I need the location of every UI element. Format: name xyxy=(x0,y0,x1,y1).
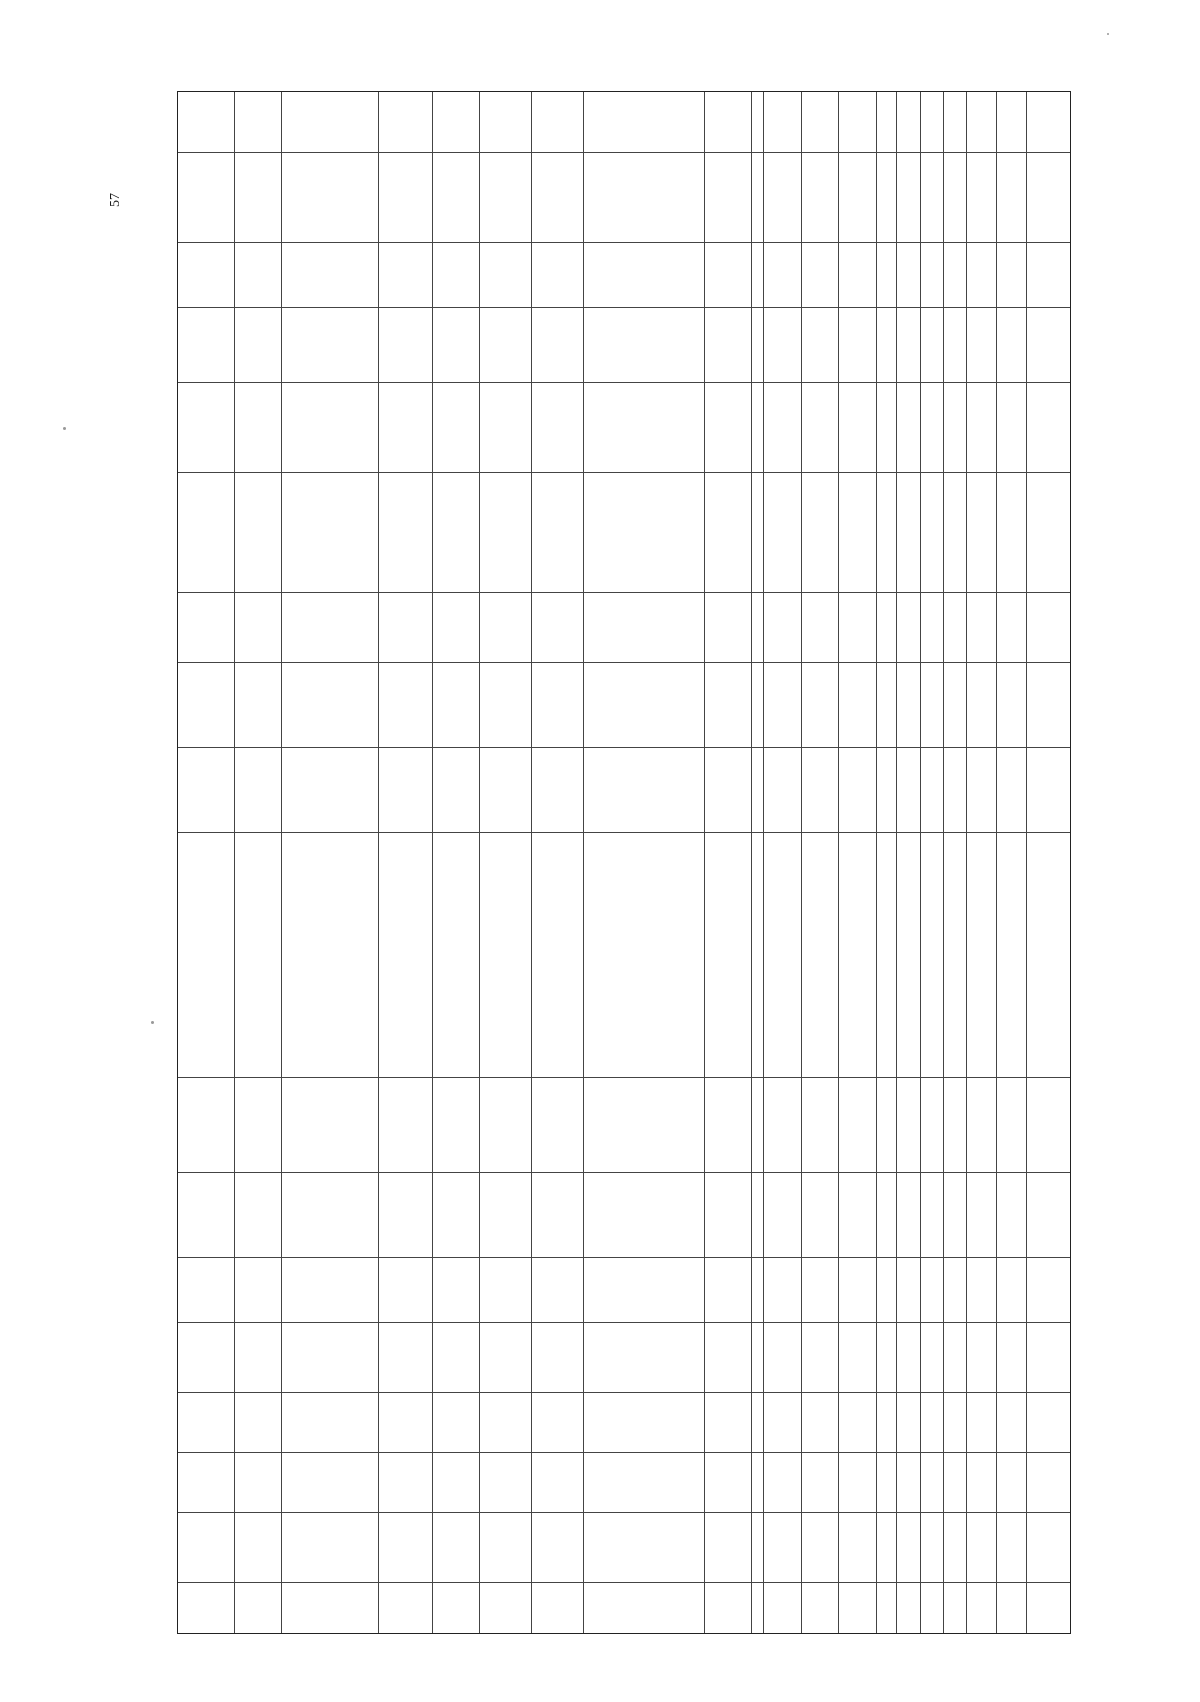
data-table xyxy=(177,91,1071,1634)
scan-speck xyxy=(63,427,66,430)
scan-speck xyxy=(151,1021,154,1024)
scan-speck xyxy=(1107,33,1109,35)
page-number: 57 xyxy=(108,193,123,207)
